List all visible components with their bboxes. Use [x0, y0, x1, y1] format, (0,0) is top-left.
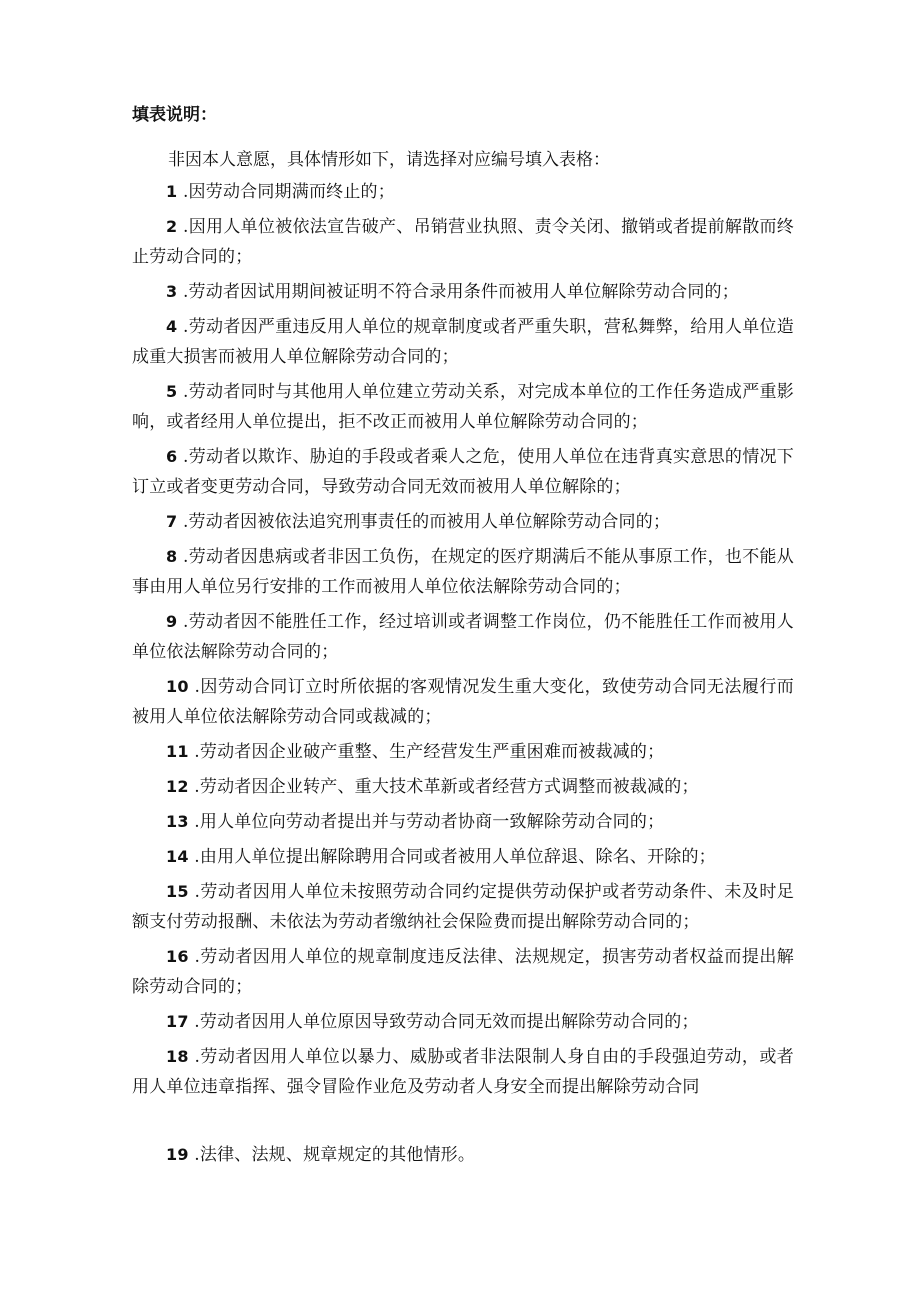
list-item: [132, 672, 794, 732]
list-item: [132, 1007, 794, 1037]
list-item: [132, 377, 794, 437]
item-number: 19: [166, 1145, 189, 1164]
item-number: 7: [166, 512, 178, 531]
list-item: [132, 442, 794, 502]
item-text: .劳动者因用人单位原因导致劳动合同无效而提出解除劳动合同的；: [188, 1012, 699, 1032]
item-text: .因用人单位被依法宣告破产、吊销营业执照、责令关闭、撤销或者提前解散而终止劳动合同的；: [132, 217, 794, 267]
item-text: .劳动者因企业转产、重大技术革新或者经营方式调整而被裁减的；: [188, 777, 699, 797]
item-text: .劳动者因患病或者非因工负伤，在规定的医疗期满后不能从事原工作，也不能从事由用人单位另行安排的工作而被用人单位依法解除劳动合同的；: [132, 547, 794, 597]
list-item: [132, 842, 794, 872]
list-item: [132, 277, 794, 307]
list-item: [132, 177, 794, 207]
list-item: [132, 807, 794, 837]
item-number: 16: [166, 947, 189, 966]
item-number: 12: [166, 777, 189, 796]
list-item: [132, 1140, 794, 1170]
item-number: 4: [166, 317, 178, 336]
item-text: .劳动者因企业破产重整、生产经营发生严重困难而被裁减的；: [188, 742, 665, 762]
item-number: 9: [166, 612, 178, 631]
item-text: .劳动者以欺诈、胁迫的手段或者乘人之危，使用人单位在违背真实意思的情况下订立或者变更劳动合同，导致劳动合同无效而被用人单位解除的；: [132, 447, 794, 497]
list-item: [132, 212, 794, 272]
list-item: [132, 507, 794, 537]
item-number: 2: [166, 217, 178, 236]
intro-text: 非因本人意愿，具体情形如下，请选择对应编号填入表格：: [168, 150, 610, 170]
item-number: 11: [166, 742, 189, 761]
list-item: [132, 542, 794, 602]
list-item: [132, 772, 794, 802]
list-item: [132, 877, 794, 937]
item-text: .劳动者因被依法追究刑事责任的而被用人单位解除劳动合同的；: [177, 512, 671, 532]
item-text: .因劳动合同期满而终止的；: [177, 182, 395, 202]
list-item: [132, 312, 794, 372]
item-number: 13: [166, 812, 189, 831]
item-number: 8: [166, 547, 178, 566]
item-number: 3: [166, 282, 178, 301]
item-number: 14: [166, 847, 189, 866]
item-text: .劳动者因用人单位的规章制度违反法律、法规规定，损害劳动者权益而提出解除劳动合同的；: [132, 947, 794, 997]
item-number: 18: [166, 1047, 189, 1066]
list-item: [132, 737, 794, 767]
item-text: .劳动者因用人单位未按照劳动合同约定提供劳动保护或者劳动条件、未及时足额支付劳动报酬、未依法为劳动者缴纳社会保险费而提出解除劳动合同的；: [132, 882, 794, 932]
list-item: [132, 942, 794, 1002]
list-item: [132, 1042, 794, 1102]
item-text: .劳动者因不能胜任工作，经过培训或者调整工作岗位，仍不能胜任工作而被用人单位依法解除劳动合同的；: [132, 612, 794, 662]
item-text: .劳动者因严重违反用人单位的规章制度或者严重失职，营私舞弊，给用人单位造成重大损害而被用人单位解除劳动合同的；: [132, 317, 794, 367]
page-heading: 填表说明：: [132, 105, 217, 125]
list-item: [132, 607, 794, 667]
item-text: .法律、法规、规章规定的其他情形。: [188, 1145, 476, 1165]
item-text: .由用人单位提出解除聘用合同或者被用人单位辞退、除名、开除的；: [188, 847, 716, 867]
item-text: .劳动者因用人单位以暴力、威胁或者非法限制人身自由的手段强迫劳动，或者用人单位违章指挥、强令冒险作业危及劳动者人身安全而提出解除劳动合同: [132, 1047, 794, 1097]
item-number: 15: [166, 882, 189, 901]
item-number: 17: [166, 1012, 189, 1031]
item-number: 10: [166, 677, 189, 696]
situation-list: [132, 177, 794, 1175]
item-text: .劳动者同时与其他用人单位建立劳动关系，对完成本单位的工作任务造成严重影响，或者经用人单位提出，拒不改正而被用人单位解除劳动合同的；: [132, 382, 794, 432]
item-text: .因劳动合同订立时所依据的客观情况发生重大变化，致使劳动合同无法履行而被用人单位依法解除劳动合同或裁减的；: [132, 677, 794, 727]
item-text: .用人单位向劳动者提出并与劳动者协商一致解除劳动合同的；: [188, 812, 665, 832]
item-number: 6: [166, 447, 178, 466]
item-number: 5: [166, 382, 178, 401]
item-text: .劳动者因试用期间被证明不符合录用条件而被用人单位解除劳动合同的；: [177, 282, 739, 302]
item-number: 1: [166, 182, 178, 201]
